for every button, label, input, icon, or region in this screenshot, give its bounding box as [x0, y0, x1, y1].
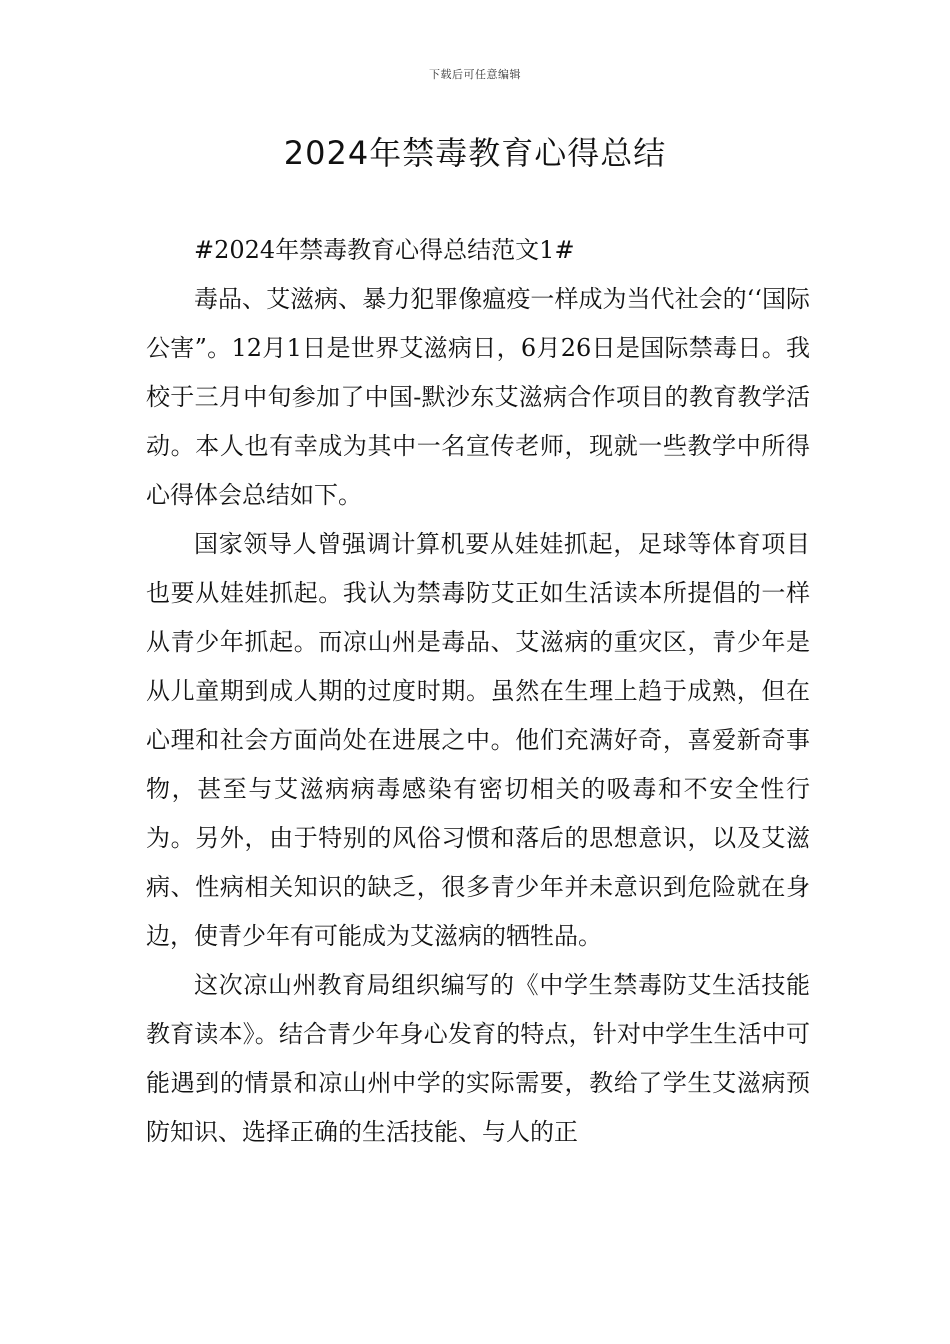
body-paragraph: #2024年禁毒教育心得总结范文1# — [194, 236, 575, 264]
header-note: 下载后可任意编辑 — [429, 68, 521, 81]
body-paragraph: 毒品、艾滋病、暴力犯罪像瘟疫一样成为当代社会的‘‘国际公害”。12月1日是世界艾滋病日，6月26日是国际禁毒日。我校于三月中旬参加了中国-默沙东艾滋病合作项目的教育教学活动。本人也有幸成为其中一名宣传老师，现就一些教学中所得心得体会总结如下。 — [146, 285, 810, 509]
document-body — [146, 226, 810, 1157]
body-paragraph: 国家领导人曾强调计算机要从娃娃抓起，足球等体育项目也要从娃娃抓起。我认为禁毒防艾正如生活读本所提倡的一样从青少年抓起。而凉山州是毒品、艾滋病的重灾区，青少年是从儿童期到成人期的过度时期。虽然在生理上趋于成熟，但在心理和社会方面尚处在进展之中。他们充满好奇，喜爱新奇事物，甚至与艾滋病病毒感染有密切相关的吸毒和不安全性行为。另外，由于特别的风俗习惯和落后的思想意识，以及艾滋病、性病相关知识的缺乏，很多青少年并未意识到危险就在身边，使青少年有可能成为艾滋病的牺牲品。 — [146, 530, 810, 950]
body-paragraph: 这次凉山州教育局组织编写的《中学生禁毒防艾生活技能教育读本》。结合青少年身心发育的特点，针对中学生生活中可能遇到的情景和凉山州中学的实际需要，教给了学生艾滋病预防知识、选择正确的生活技能、与人的正 — [146, 971, 810, 1146]
document-title: 2024年禁毒教育心得总结 — [283, 134, 667, 172]
